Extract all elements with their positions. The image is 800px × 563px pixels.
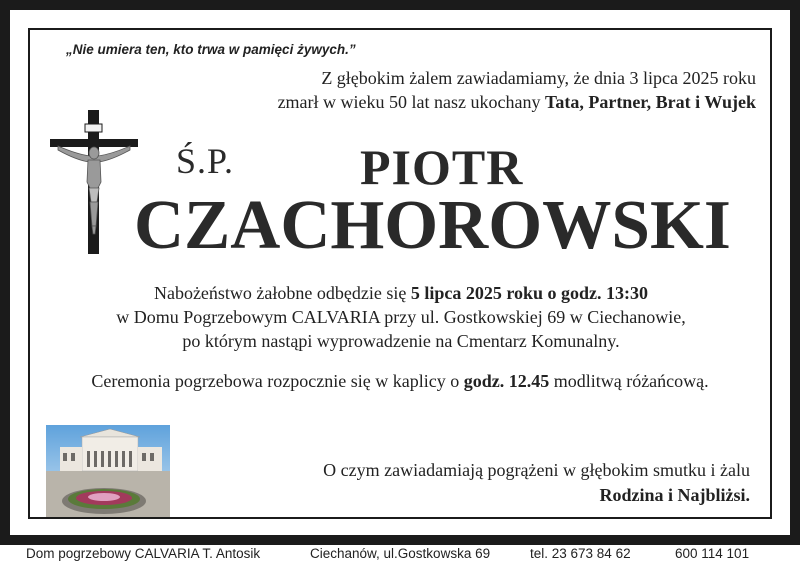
crucifix-icon (50, 110, 138, 254)
service-line-3: po którym nastąpi wyprowadzenie na Cmentarz Komunalny. (182, 331, 620, 351)
footer-address: Ciechanów, ul.Gostkowska 69 (310, 546, 491, 561)
memorial-motto: „Nie umiera ten, kto trwa w pamięci żywych.” (66, 42, 356, 57)
footer-company: Dom pogrzebowy CALVARIA T. Antosik (26, 546, 261, 561)
funeral-service-details (40, 281, 762, 353)
ceremony-intro-text: Ceremonia pogrzebowa rozpocznie się w kaplicy o (91, 371, 464, 391)
footer-contact (0, 545, 800, 563)
service-line-1 (40, 281, 762, 305)
honorific-prefix: Ś.P. (176, 141, 235, 181)
ceremony-details (30, 369, 770, 393)
announcement-intro (56, 66, 756, 114)
family-signature: Rodzina i Najbliżsi. (599, 485, 750, 505)
closing-line: O czym zawiadamiają pogrążeni w głębokim smutku i żalu (323, 460, 750, 480)
footer-phone-2: 600 114 101 (675, 546, 750, 561)
deceased-last-name: CZACHOROWSKI (134, 187, 731, 264)
intro-line-2-text: zmarł w wieku 50 lat nasz ukochany (277, 92, 545, 112)
intro-line-2 (56, 90, 756, 114)
intro-line-1: Z głębokim żalem zawiadamiamy, że dnia 3 lipca 2025 roku (321, 68, 756, 88)
service-line-2: w Domu Pogrzebowym CALVARIA przy ul. Gostkowskiej 69 w Ciechanowie, (116, 307, 686, 327)
ceremony-suffix-text: modlitwą różańcową. (549, 371, 709, 391)
ceremony-time: godz. 12.45 (463, 371, 550, 391)
footer-phone-1: tel. 23 673 84 62 (530, 546, 631, 561)
service-intro-text: Nabożeństwo żałobne odbędzie się (153, 283, 411, 303)
closing-statement (150, 458, 750, 508)
service-date-time: 5 lipca 2025 roku o godz. 13:30 (410, 283, 649, 303)
family-relations: Tata, Partner, Brat i Wujek (544, 92, 756, 112)
deceased-first-name: PIOTR (360, 139, 524, 195)
